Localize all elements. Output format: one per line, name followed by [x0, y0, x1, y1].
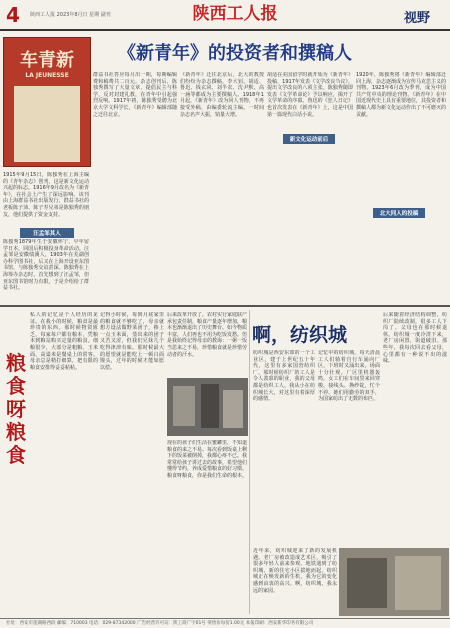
section-name: 视野 [404, 11, 431, 26]
masthead: 陕西工人报 [192, 4, 278, 24]
book-cover-title: 车青新 [20, 50, 74, 71]
article1-col3: 群益书社答应每月出一期，每期编辑费和稿费共二百元。杂志创刊后，陈独秀撰写了大量文章，提倡民主与科学，反对封建礼教，在青年中引起强烈反响。1917年初，陈独秀受聘为北京大学文科学长，《新青年》编辑部随之迁往北京。 [93, 72, 177, 118]
book-cover-image [3, 37, 91, 167]
article1-col1: 1915年9月15日，陈独秀在上海主编的《青年杂志》创刊，这是新文化运动兴起的标志。1916年9月改名为《新青年》，在社会上产生了深远影响。该刊由上海群益书社出版发行，群益书社的老板陈子沛、陈子寿兄弟是陈独秀的朋友，他们提供了资金支持。 [3, 172, 89, 218]
page-number: 4 [6, 3, 20, 27]
article1-col5: 胡适在美国留学时就开始为《新青年》投稿，1917年发表《文学改良刍议》，提出文学改良的八项主张。陈独秀随即发表《文学革命论》予以响应，揭开了文学革命的序幕。鲁迅的《狂人日记》也首次发表在《新青年》上，这是中国第一篇现代白话小说。 [267, 72, 353, 118]
article1-col6: 1920年，陈独秀将《新青年》编辑部迁回上海，杂志逐渐成为宣传马克思主义的刊物。1923年6月改为季刊，成为中国共产党中央的理论刊物。《新青年》在中国近现代史上具有重要地位，其投资者和撰稿人都为新文化运动作出了不可磨灭的贡献。 [356, 72, 446, 118]
article1-headline: 《新青年》的投资者和撰稿人 [118, 43, 352, 64]
article1-col2: 陈独秀1879年生于安徽怀宁，早年留学日本，回国后积极投身革命活动。汪孟邹是安徽绩溪人，1903年在芜湖创办科学图书社，后又在上海开设亚东图书馆，与陈独秀交谊甚深。陈独秀在上海筹办杂志时，首先想到了汪孟邹，但亚东图书馆财力有限，于是介绍给了群益书社。 [3, 239, 89, 292]
article3-col1: 纺织城是西安东郊的一个工业区，建于上世纪五十年代，这里有多家国营纺织厂。那时候纺织厂的工人是令人羡慕的职业，我的父母都是纺织工人，我从小在纺织城长大，对这里有着深厚的感情。 [253, 350, 315, 403]
header-info: 陕西工人报 2023年8月日 星期 副刊 [30, 12, 111, 18]
book-cover-illustration [14, 86, 80, 162]
photo-figure [173, 386, 195, 426]
book-cover-subtitle: LA JEUNESSE [25, 72, 69, 79]
article3-headline: 啊，纺织城 [252, 324, 348, 346]
article3-col2: 记忆中的纺织城，每天清晨工人们骑着自行车涌向厂区，下班时又涌出来，场面十分壮观。厂区里机器轰鸣，女工们在车间里来回穿梭，接线头、换纱锭，忙个不停。她们用勤劳的双手，为国家纺出了无数的布匹。 [318, 350, 380, 403]
article1-col4: 《新青年》迁往北京后，北大的教授们纷纷为杂志撰稿，李大钊、胡适、鲁迅、钱玄同、刘半农、沈尹默、高一涵等都成为主要撰稿人。1918年1月起，《新青年》改为同人刊物，不再接受外稿，由编委轮流主编。一时间杂志名声大振，销量大增。 [180, 72, 264, 118]
article3-photo [339, 548, 449, 616]
photo-figure [223, 390, 243, 428]
article1-subheading-3: 北大同人的投稿 [373, 208, 425, 218]
article2-photo [167, 378, 248, 436]
article2-col4: 现在的孩子们生活在蜜罐里，不知道粮食的来之不易。每次看到饭桌上剩下的饭菜被倒掉，我都心疼不已。我常常给孩子讲过去的故事，希望他们懂得节约，养成爱惜粮食的好习惯。粮食呀粮食，你是我们生命的根本。 [167, 440, 247, 479]
photo-figure [347, 558, 387, 608]
section-divider [0, 305, 450, 307]
article2-col1: 私人的记忆是个人经历的见证。在我小的时候，粮食是最珍贵的东西。那时候物资匮乏，每家每户都有粮本，凭粮本到粮站购买定量的粮食。细粮很少，大部分是粗粮，玉米面、高粱米是餐桌上的常客。母亲总是精打细算，把有限的粮食安排得妥妥帖帖。 [30, 312, 98, 371]
photo-figure [395, 556, 441, 610]
article3-col4: 近年来，纺织城迎来了新的发展机遇。老厂房被改造成艺术区，吸引了很多年轻人前来参观。地铁通到了纺织城，新的住宅小区拔地而起。纺织城正在焕发新的生机，我为它的变化感到由衷的高兴。啊，纺织城，我永远的家园。 [253, 548, 337, 594]
page-footer: 社址：西安市莲湖路西段 邮编：710003 电话：029-87342000 广告经营许可证：陕工商广字01号 零售价每份1.00元 本报印刷：西安新华印务有限公司 [0, 618, 450, 628]
photo-figure [201, 384, 219, 428]
article3-col3: 后来随着经济结构调整，纺织厂陆续改制，很多工人下岗了。父母也在那时候退休。纺织城一度冷清下来，老厂房闲置，街道破旧。那些年，我每次回去看父母，心里都有一种说不出的滋味。 [383, 312, 447, 365]
article2-vertical-title: 粮食呀粮食 [6, 351, 26, 467]
article1-subheading-2: 新文化运动前后 [283, 134, 335, 144]
header-rule [0, 29, 450, 31]
column-rule [249, 310, 250, 614]
article2-col3: 后来改革开放了，农村实行家庭联产承包责任制，粮食产量逐年增加，粮本也渐渐退出了历史舞台。如今物质丰富，人们再也不用为吃饭发愁。但是我始终记得母亲的教诲：一粥一饭当思来之不易，珍惜粮食就是珍惜劳动者的汗水。 [167, 312, 247, 358]
article2-col2: 记得小时候，每到月底家里的粮食就不够吃了，母亲就想方设法做野菜团子，掺上一点玉米面，蒸出来的团子又苦又涩，但我们兄妹几个吃得津津有味。那时候最大的愿望就是能吃上一顿白面馒头，过年的时候才能如愿以偿。 [100, 312, 164, 371]
article1-subheading-1: 汪孟邹其人 [20, 228, 74, 238]
page-header [0, 0, 450, 30]
